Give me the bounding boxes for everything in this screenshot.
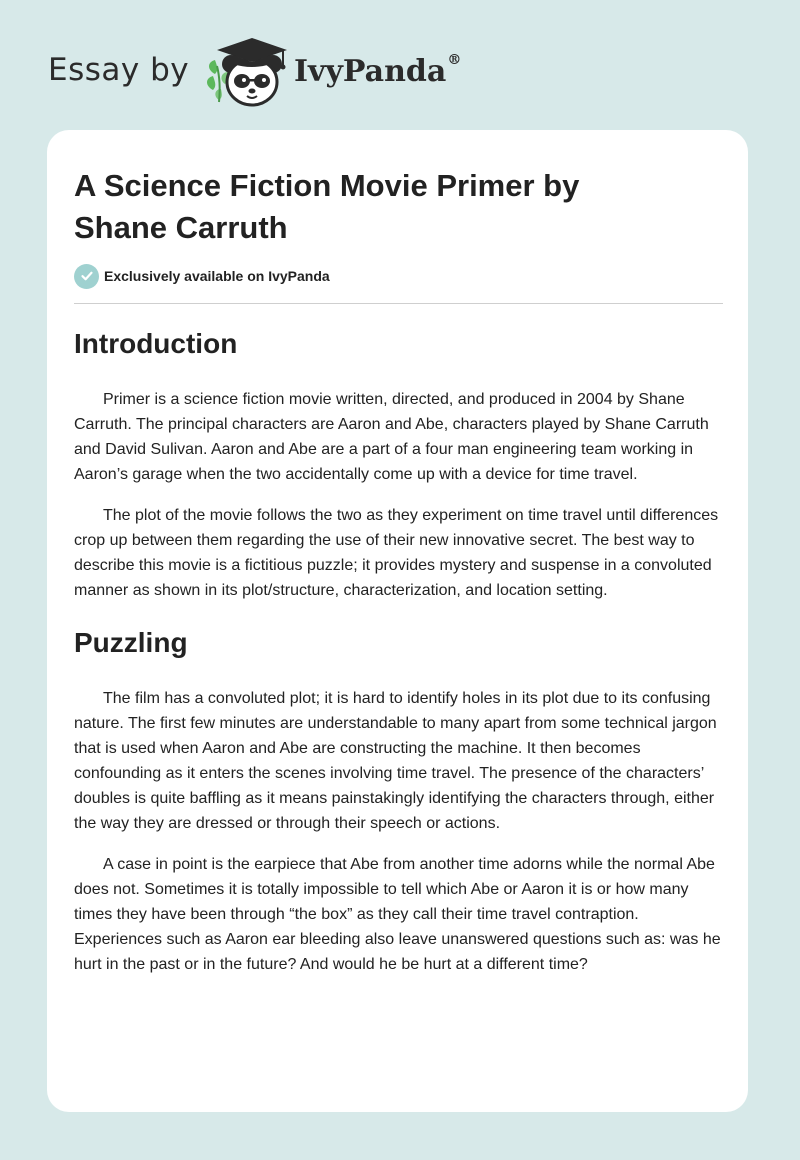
article-title: A Science Fiction Movie Primer by Shane Carruth [74,168,580,245]
registered-mark: ® [447,52,462,68]
article-body [74,324,724,993]
brand-name[interactable] [294,54,461,89]
check-circle-icon [74,264,99,289]
article-card [47,130,748,1112]
exclusive-badge [74,263,330,289]
paragraph: A case in point is the earpiece that Abe from another time adorns while the normal Abe does not. Sometimes it is totally impossible to tell which Abe or Aaron it is or how many times they have been through “the box” as they call their time travel contraption. Experiences such as Aaron ear bleeding also leave unanswered questions such as: was he hurt in the past or in the future? And would he be hurt at a different time? [74,856,721,973]
paragraph: The plot of the movie follows the two as they experiment on time travel until differences crop up between them regarding the use of their new innovative secret. The best way to describe this movie is a fictitious puzzle; it provides mystery and suspense in a convoluted manner as shown in its plot/structure, characterization, and location setting. [74,507,719,599]
essay-by-label: Essay by [48,52,190,88]
exclusive-badge-text: Exclusively available on IvyPanda [104,268,330,284]
paragraph: The film has a convoluted plot; it is hard to identify holes in its plot due to its confusing nature. The first few minutes are understandable to many apart from some technical jargon that is used when Aaron and Abe are constructing the machine. It then becomes confounding as it enters the scenes involving time travel. The presence of the characters’ doubles is quite baffling as it means painstakingly identifying the characters through, either the way they are dressed or through their speech or actions. [74,690,717,832]
panda-graduate-logo-icon[interactable] [203,34,295,110]
brand-name-text: IvyPanda [294,54,447,89]
section-heading-introduction: Introduction [74,328,238,359]
site-header [48,34,508,114]
title-divider [74,303,723,304]
section-heading-puzzling: Puzzling [74,627,188,658]
paragraph: Primer is a science fiction movie written, directed, and produced in 2004 by Shane Carruth. The principal characters are Aaron and Abe, characters played by Shane Carruth and David Sulivan. Aaron and Abe are a part of a four man engineering team working in Aaron’s garage when the two accidentally come up with a device for time travel. [74,391,709,483]
